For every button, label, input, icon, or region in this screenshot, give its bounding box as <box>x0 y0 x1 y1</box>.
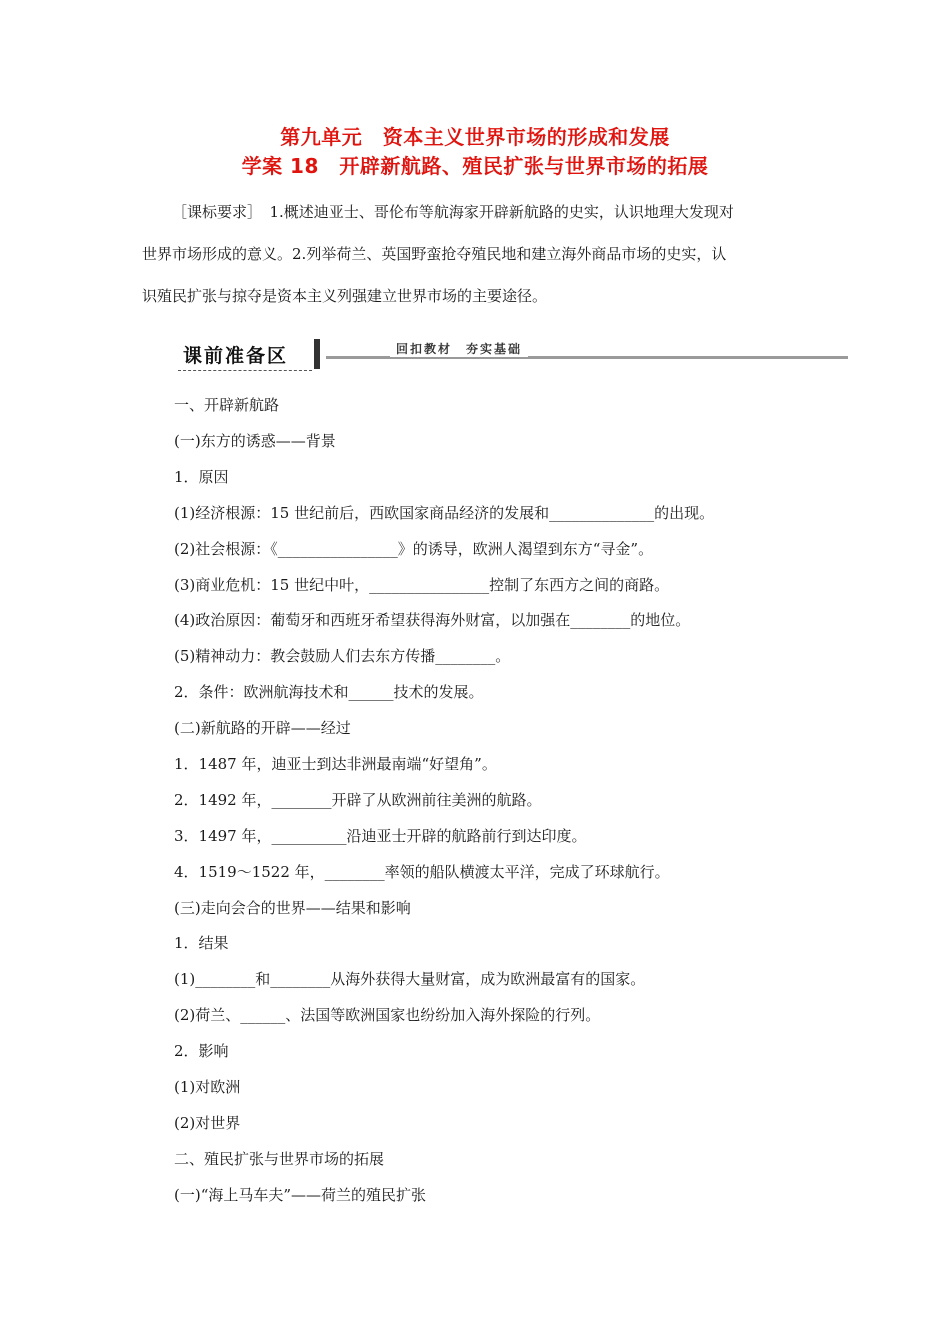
lesson-title: 学案 18 开辟新航路、殖民扩张与世界市场的拓展 <box>241 154 709 178</box>
banner-divider-bar <box>314 339 320 369</box>
fill-blank-line: 4．1519～1522 年，________率领的船队横渡太平洋，完成了环球航行。 <box>174 863 670 881</box>
section-heading: 二、殖民扩张与世界市场的拓展 <box>174 1150 385 1168</box>
item-heading: 2．影响 <box>174 1042 229 1060</box>
banner-subtitle: 回扣教材 夯实基础 <box>390 340 528 357</box>
requirement-line-2: 世界市场形成的意义。2.列举荷兰、英国野蛮抢夺殖民地和建立海外商品市场的史实，认 <box>142 245 727 263</box>
fill-blank-line: 2．条件：欧洲航海技术和______技术的发展。 <box>174 683 484 701</box>
requirement-line-1: ［课标要求］ 1.概述迪亚士、哥伦布等航海家开辟新航路的史实，认识地理大发现对 <box>172 203 734 221</box>
subsection-heading: (三)走向会合的世界——结果和影响 <box>174 899 411 917</box>
unit-title: 第九单元 资本主义世界市场的形成和发展 <box>280 125 670 149</box>
text-line: (1)对欧洲 <box>174 1078 241 1096</box>
subsection-heading: (一)“海上马车夫”——荷兰的殖民扩张 <box>174 1186 427 1204</box>
fill-blank-line: 3．1497 年，__________沿迪亚士开辟的航路前行到达印度。 <box>174 827 587 845</box>
fill-blank-line: 2．1492 年，________开辟了从欧洲前往美洲的航路。 <box>174 791 542 809</box>
banner-title-box <box>178 337 312 371</box>
fill-blank-line: (1)________和________从海外获得大量财富，成为欧洲最富有的国家。 <box>174 970 646 988</box>
text-line: (2)对世界 <box>174 1114 241 1132</box>
text-line: 1．1487 年，迪亚士到达非洲最南端“好望角”。 <box>174 755 497 773</box>
fill-blank-line: (5)精神动力：教会鼓励人们去东方传播________。 <box>174 647 511 665</box>
item-heading: 1．结果 <box>174 934 229 952</box>
fill-blank-line: (3)商业危机：15 世纪中叶，________________控制了东西方之间的商路。 <box>174 576 670 594</box>
section-heading: 一、开辟新航路 <box>174 396 280 414</box>
item-heading: 1．原因 <box>174 468 229 486</box>
requirement-line-3: 识殖民扩张与掠夺是资本主义列强建立世界市场的主要途径。 <box>142 287 548 305</box>
fill-blank-line: (2)荷兰、______、法国等欧洲国家也纷纷加入海外探险的行列。 <box>174 1006 601 1024</box>
fill-blank-line: (4)政治原因：葡萄牙和西班牙希望获得海外财富，以加强在________的地位。 <box>174 611 691 629</box>
fill-blank-line: (1)经济根源：15 世纪前后，西欧国家商品经济的发展和______________的出现。 <box>174 504 715 522</box>
subsection-heading: (二)新航路的开辟——经过 <box>174 719 351 737</box>
banner-title: 课前准备区 <box>183 345 289 367</box>
fill-blank-line: (2)社会根源：《________________》的诱导，欧洲人渴望到东方“寻金”。 <box>174 540 654 558</box>
section-banner <box>178 337 848 371</box>
subsection-heading: (一)东方的诱惑——背景 <box>174 432 336 450</box>
